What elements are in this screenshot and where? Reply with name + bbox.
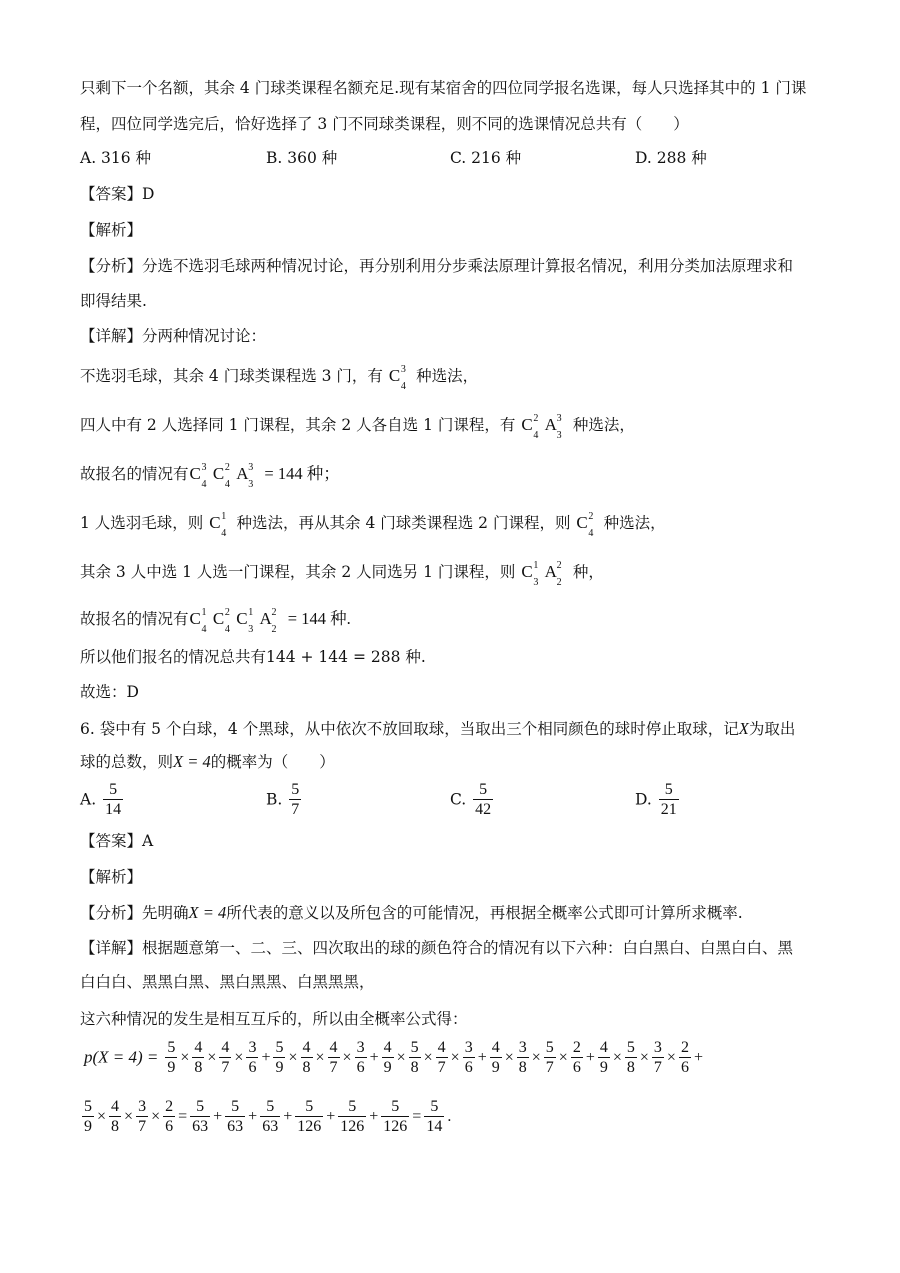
times-operator: ×	[666, 1048, 676, 1066]
combination-c41: C 1 4	[209, 511, 227, 539]
q5-detail-heading: 【详解】分两种情况讨论：	[80, 327, 267, 345]
formula-fraction: $\frac{5}{63}$	[262, 1098, 279, 1135]
formula-fraction: $\frac{3}{7}$	[653, 1039, 662, 1076]
plus-operator: +	[248, 1107, 258, 1125]
q5-jiexi-label: 【解析】	[80, 221, 143, 239]
combination-c43: C 3 4	[388, 364, 406, 392]
plus-operator: +	[693, 1048, 703, 1066]
combination-c31: C 1 3	[521, 560, 539, 588]
q6-option-c: C. $\frac{5}{42}$	[450, 781, 492, 818]
q5-option-c: C. 216 种	[450, 149, 522, 167]
formula-fraction: $\frac{4}{7}$	[329, 1039, 338, 1076]
q5-final-choice: 故选：D	[80, 683, 139, 701]
combination-c43: C 3 4	[189, 462, 207, 490]
q5-option-d: D. 288 种	[635, 149, 707, 167]
times-operator: ×	[639, 1048, 649, 1066]
formula-fraction: $\frac{5}{63}$	[227, 1098, 244, 1135]
plus-operator: +	[261, 1048, 271, 1066]
formula-fraction: $\frac{4}{8}$	[111, 1098, 120, 1135]
formula-fraction: $\frac{5}{63}$	[192, 1098, 209, 1135]
formula-fraction: $\frac{3}{6}$	[464, 1039, 473, 1076]
formula-fraction: $\frac{4}{7}$	[221, 1039, 230, 1076]
times-operator: ×	[234, 1048, 244, 1066]
times-operator: ×	[342, 1048, 352, 1066]
times-operator: ×	[612, 1048, 622, 1066]
q6-detail-line-3: 这六种情况的发生是相互互斥的，所以由全概率公式得：	[80, 1010, 468, 1028]
combination-c42: C 2 4	[212, 462, 230, 490]
formula-result-fraction: $\frac{5}{14}$	[426, 1098, 443, 1135]
plus-operator: +	[369, 1048, 379, 1066]
formula-fraction: $\frac{3}{7}$	[138, 1098, 147, 1135]
q6-formula-row-2	[80, 1097, 452, 1136]
q5-answer: 【答案】D	[80, 185, 155, 203]
plus-operator: +	[213, 1107, 223, 1125]
times-operator: ×	[180, 1048, 190, 1066]
q5-stem-line-1: 只剩下一个名额，其余 4 门球类课程名额充足.现有某宿舍的四位同学报名选课，每人只选择其中的 1 门课	[80, 79, 807, 97]
formula-fraction: $\frac{5}{126}$	[340, 1098, 365, 1135]
q6-stem-line-1: 6. 袋中有 5 个白球，4 个黑球，从中依次不放回取球，当取出三个相同颜色的球时停止取球，记X为取出	[80, 719, 796, 738]
equals-operator: =	[178, 1107, 188, 1125]
times-operator: ×	[207, 1048, 217, 1066]
times-operator: ×	[450, 1048, 460, 1066]
q5-case2-detail-line: 其余 3 人中选 1 人选一门课程，其余 2 人同选另 1 门课程，则 C 1 3 A 2 2 种，	[80, 560, 604, 588]
arrangement-a33: A 3 3	[544, 413, 562, 441]
q5-option-a: A. 316 种	[80, 149, 152, 167]
q5-case1-line: 不选羽毛球，其余 4 门球类课程选 3 门，有 C 3 4 种选法，	[80, 364, 479, 392]
times-operator: ×	[396, 1048, 406, 1066]
times-operator: ×	[151, 1107, 161, 1125]
formula-fraction: $\frac{5}{9}$	[84, 1098, 92, 1135]
q5-case2-line: 1 人选羽毛球，则 C 1 4 种选法，再从其余 4 门球类课程选 2 门课程，则 C 2 4 种选法，	[80, 511, 666, 539]
q5-total-line: 所以他们报名的情况总共有144 + 144 = 288 种.	[80, 648, 426, 666]
plus-operator: +	[477, 1048, 487, 1066]
q6-option-d: D. $\frac{5}{21}$	[635, 781, 677, 818]
formula-fraction: $\frac{5}{126}$	[383, 1098, 408, 1135]
q6-jiexi-label: 【解析】	[80, 868, 143, 886]
q5-case2-result-line: 故报名的情况有C 1 4 C 2 4 C 1 3 A 2 2 = 144 种.	[80, 607, 351, 635]
combination-c41: C 1 4	[189, 607, 207, 635]
equals-operator: =	[412, 1107, 422, 1125]
formula-fraction: $\frac{4}{9}$	[383, 1039, 392, 1076]
plus-operator: +	[369, 1107, 379, 1125]
q5-case1-detail-line: 四人中有 2 人选择同 1 门课程，其余 2 人各自选 1 门课程，有 C 2 4 A 3 3 种选法，	[80, 413, 635, 441]
formula-fraction: $\frac{3}{6}$	[356, 1039, 365, 1076]
formula-fraction: $\frac{5}{126}$	[297, 1098, 322, 1135]
q6-detail-line-1: 【详解】根据题意第一、二、三、四次取出的球的颜色符合的情况有以下六种：白白黑白、白黑白白、黑	[80, 939, 794, 957]
plus-operator: +	[326, 1107, 336, 1125]
plus-operator: +	[283, 1107, 293, 1125]
times-operator: ×	[97, 1107, 107, 1125]
q5-fenxi-line-1: 【分析】分选不选羽毛球两种情况讨论，再分别利用分步乘法原理计算报名情况，利用分类加法原理求和	[80, 257, 794, 275]
q6-detail-line-2: 白白白、黑黑白黑、黑白黑黑、白黑黑黑，	[80, 973, 375, 991]
arrangement-a22: A 2 2	[259, 607, 277, 635]
formula-fraction: $\frac{4}{9}$	[599, 1039, 608, 1076]
q6-option-b: B. $\frac{5}{7}$	[266, 781, 300, 818]
combination-c42: C 2 4	[576, 511, 594, 539]
q5-fenxi-line-2: 即得结果.	[80, 292, 147, 310]
formula-fraction: $\frac{2}{6}$	[165, 1098, 174, 1135]
formula-fraction: $\frac{5}{7}$	[545, 1039, 554, 1076]
q5-case1-result-line: 故报名的情况有C 3 4 C 2 4 A 3 3 = 144 种；	[80, 462, 340, 490]
combination-c42: C 2 4	[521, 413, 539, 441]
formula-fraction: $\frac{4}{8}$	[194, 1039, 203, 1076]
q6-option-a: A. $\frac{5}{14}$	[80, 781, 122, 818]
q6-stem-line-2: 球的总数，则X = 4的概率为（ ）	[80, 752, 335, 771]
formula-fraction: $\frac{3}{8}$	[518, 1039, 527, 1076]
formula-fraction: $\frac{5}{9}$	[275, 1039, 284, 1076]
arrangement-a33: A 3 3	[236, 462, 254, 490]
times-operator: ×	[504, 1048, 514, 1066]
formula-lhs: p(X = 4) =	[84, 1047, 159, 1067]
formula-fraction: $\frac{2}{6}$	[680, 1039, 689, 1076]
times-operator: ×	[531, 1048, 541, 1066]
formula-fraction: $\frac{5}{8}$	[626, 1039, 635, 1076]
formula-fraction: $\frac{5}{9}$	[167, 1039, 176, 1076]
formula-fraction: $\frac{5}{8}$	[410, 1039, 419, 1076]
combination-c31: C 1 3	[236, 607, 254, 635]
combination-c42: C 2 4	[212, 607, 230, 635]
formula-fraction: $\frac{3}{6}$	[248, 1039, 257, 1076]
plus-operator: +	[585, 1048, 595, 1066]
times-operator: ×	[124, 1107, 134, 1125]
q5-option-b: B. 360 种	[266, 149, 338, 167]
times-operator: ×	[558, 1048, 568, 1066]
period: .	[447, 1107, 452, 1125]
times-operator: ×	[288, 1048, 298, 1066]
q6-answer: 【答案】A	[80, 832, 154, 850]
arrangement-a22: A 2 2	[544, 560, 562, 588]
formula-fraction: $\frac{4}{7}$	[437, 1039, 446, 1076]
formula-fraction: $\frac{2}{6}$	[572, 1039, 581, 1076]
q6-fenxi-line: 【分析】先明确X = 4所代表的意义以及所包含的可能情况，再根据全概率公式即可计算所求概率.	[80, 903, 743, 922]
formula-fraction: $\frac{4}{8}$	[302, 1039, 311, 1076]
times-operator: ×	[315, 1048, 325, 1066]
q5-stem-line-2: 程，四位同学选完后，恰好选择了 3 门不同球类课程，则不同的选课情况总共有（ ）	[80, 115, 689, 133]
q6-formula-row-1	[84, 1038, 704, 1077]
formula-fraction: $\frac{4}{9}$	[491, 1039, 500, 1076]
times-operator: ×	[423, 1048, 433, 1066]
